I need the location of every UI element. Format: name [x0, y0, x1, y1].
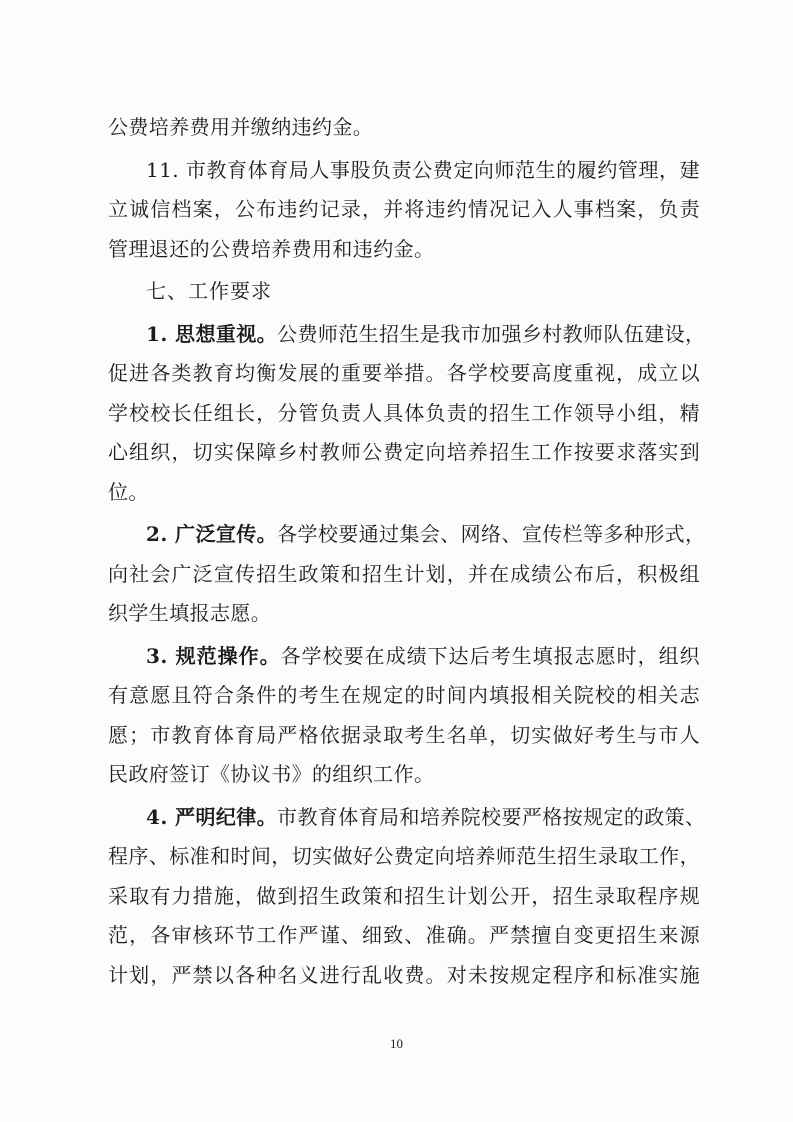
text-line: 立诚信档案，公布违约记录，并将违约情况记入人事档案，负责	[108, 197, 700, 221]
requirement-title: 2. 广泛宣传。	[146, 522, 278, 546]
requirement-title: 3. 规范操作。	[146, 643, 281, 668]
text-fragment: 各学校要通过集会、网络、宣传栏等多种形式，	[277, 522, 706, 546]
text-line	[108, 315, 706, 355]
text-line: 向社会广泛宣传招生政策和招生计划，并在成绩公布后，积极组	[108, 561, 700, 586]
requirement-title: 1. 思想重视。	[146, 321, 278, 346]
text-line: 计划，严禁以各种名义进行乱收费。对未按规定程序和标准实施	[108, 962, 700, 987]
requirement-title: 4. 严明纪律。	[146, 804, 278, 829]
text-fragment: 公费师范生招生是我市加强乡村教师队伍建设，	[277, 321, 706, 346]
text-line: 采取有力措施，做到招生政策和招生计划公开，招生录取程序规	[108, 883, 700, 908]
paragraph-requirement-1	[108, 315, 706, 513]
section-heading: 七、工作要求	[146, 279, 272, 303]
page-number: 10	[390, 1036, 403, 1051]
text-line: 民政府签订《协议书》的组织工作。	[108, 762, 435, 786]
body-text	[108, 108, 706, 995]
text-line: 位。	[108, 479, 149, 504]
text-fragment: 各学校要在成绩下达后考生填报志愿时，组织	[280, 643, 701, 668]
text-line: 学校校长任组长，分管负责人具体负责的招生工作领导小组，精	[108, 400, 700, 425]
text-line: 心组织，切实保障乡村教师公费定向培养招生工作按要求落实到	[108, 440, 700, 464]
text-fragment: 市教育体育局和培养院校要严格按规定的政策、	[277, 804, 706, 829]
text-line: 织学生填报志愿。	[108, 601, 272, 625]
text-line	[108, 798, 706, 838]
text-line: 管理退还的公费培养费用和违约金。	[108, 236, 435, 261]
text-line: 有意愿且符合条件的考生在规定的时间内填报相关院校的相关志	[108, 683, 700, 707]
text-line: 促进各类教育均衡发展的重要举措。各学校要高度重视，成立以	[108, 361, 700, 385]
paragraph-requirement-2	[108, 515, 706, 634]
paragraph-section-heading	[108, 272, 700, 312]
text-line: 愿；市教育体育局严格依据录取考生名单，切实做好考生与市人	[108, 722, 700, 747]
text-line: 公费培养费用并缴纳违约金。	[108, 115, 374, 139]
paragraph-requirement-4	[108, 798, 706, 996]
paragraph-requirement-3	[108, 637, 700, 795]
paragraph-item-11	[108, 151, 700, 270]
paragraph-carryover	[108, 108, 700, 148]
text-line: 11. 市教育体育局人事股负责公费定向师范生的履约管理，建	[146, 157, 700, 182]
text-line: 程序、标准和时间，切实做好公费定向培养师范生招生录取工作，	[108, 844, 700, 868]
text-line	[108, 637, 700, 677]
text-line: 范，各审核环节工作严谨、细致、准确。严禁擅自变更招生来源	[108, 923, 700, 947]
text-line	[108, 515, 706, 555]
